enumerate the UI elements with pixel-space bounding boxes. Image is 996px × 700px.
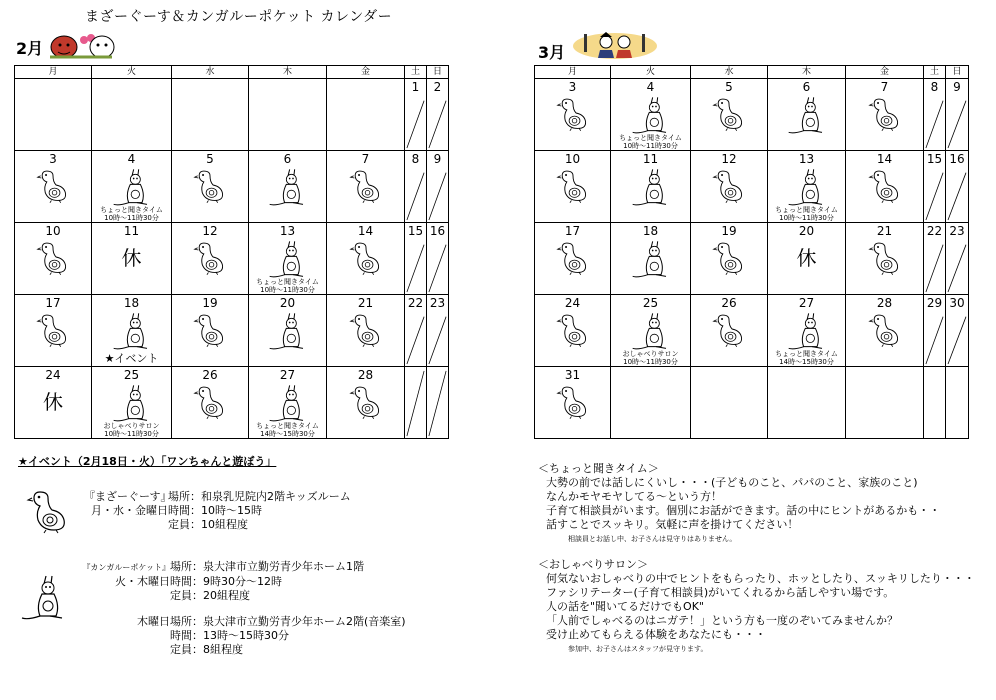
day-number: 17 [45, 296, 61, 310]
session-time: 10時～11時30分 [779, 214, 834, 222]
mothergoose-time: 10時～15時 [201, 504, 262, 517]
day-number: 2 [433, 80, 442, 94]
day-cell [768, 367, 846, 439]
chotto-line: 大勢の前では話しにくいし・・・(子どものこと、パパのこと、家族のこと) [546, 476, 918, 489]
day-number: 12 [202, 224, 218, 238]
kangaroo-icon [266, 166, 310, 206]
kangaroo-icon [110, 166, 154, 206]
day-number: 26 [721, 296, 737, 310]
day-number: 8 [411, 152, 420, 166]
day-cell [427, 367, 449, 439]
kangaroo-cap2-label: 定員： [170, 643, 203, 656]
day-number: 18 [642, 224, 659, 238]
day-number: 20 [279, 296, 296, 310]
weekend-slash [427, 367, 448, 438]
day-number: 5 [725, 80, 733, 94]
day-cell [172, 367, 249, 439]
day-cell [768, 79, 846, 151]
day-cell [172, 151, 249, 223]
weekend-slash [427, 223, 448, 294]
day-cell [405, 367, 427, 439]
day-number: 5 [206, 152, 214, 166]
day-cell [15, 151, 92, 223]
goose-icon [36, 310, 70, 348]
day-cell [611, 223, 691, 295]
day-cell [327, 295, 405, 367]
salon-heading: ＜おしゃべりサロン＞ [538, 558, 648, 571]
weekend-slash [405, 367, 426, 438]
closed-mark: 休 [796, 246, 817, 270]
day-cell [946, 367, 969, 439]
mothergoose-cap-label: 定員： [168, 518, 201, 531]
goose-icon [712, 238, 746, 276]
weekday-header: 月 [15, 66, 92, 79]
day-number: 7 [880, 80, 889, 94]
day-cell [15, 223, 92, 295]
session-time: 14時～15時30分 [779, 358, 834, 366]
closed-mark: 休 [43, 390, 63, 414]
goose-icon [349, 166, 383, 204]
weekend-slash [924, 223, 945, 294]
day-cell [327, 223, 405, 295]
day-number: 13 [279, 224, 296, 238]
session-name: ちょっと聞きタイム [256, 422, 319, 430]
day-number: 15 [926, 152, 943, 166]
session-time: 10時～11時30分 [623, 358, 678, 366]
day-cell [92, 151, 172, 223]
day-number: 3 [568, 80, 577, 94]
goose-icon [868, 94, 902, 132]
day-cell [405, 223, 427, 295]
session-time: 10時～11時30分 [104, 430, 159, 438]
weekday-header: 金 [327, 66, 405, 79]
session-name: ちょっと聞きタイム [775, 350, 838, 358]
kangaroo-icon [266, 382, 310, 422]
chotto-note: 相談員とお話し中、お子さんは見守りはありません。 [568, 535, 737, 543]
kangaroo-icon [110, 310, 154, 350]
session-name: おしゃべりサロン [103, 422, 160, 430]
session-name: ちょっと聞きタイム [100, 206, 163, 214]
salon-line: ファシリテーター(子育て相談員)がいてくれるから話しやすい場です。 [546, 586, 895, 599]
weekday-header: 日 [427, 66, 449, 79]
weekday-header: 木 [249, 66, 327, 79]
day-number: 28 [357, 368, 374, 382]
kangaroo-place2-label: 場所： [170, 615, 203, 628]
weekend-slash [946, 151, 968, 222]
day-number: 1 [411, 80, 420, 94]
mothergoose-place: 和泉乳児院内2階キッズルーム [201, 490, 351, 503]
kangaroo-place1-label: 場所： [170, 560, 203, 573]
day-number: 18 [123, 296, 140, 310]
day-cell [405, 79, 427, 151]
day-number: 4 [127, 152, 136, 166]
day-cell [924, 151, 946, 223]
day-cell [611, 151, 691, 223]
kangaroo-place1: 泉大津市立勤労青少年ホーム1階 [203, 560, 364, 573]
goose-icon [712, 94, 746, 132]
day-number: 9 [953, 80, 961, 94]
goose-icon [556, 382, 590, 420]
day-cell [846, 79, 924, 151]
session-name: おしゃべりサロン [622, 350, 679, 358]
day-number: 27 [798, 296, 815, 310]
day-number: 14 [876, 152, 893, 166]
session-name: ちょっと聞きタイム [775, 206, 838, 214]
kangaroo-time2: 13時～15時30分 [203, 629, 289, 642]
salon-line: 受け止めてもらえる体験をあなたにも・・・ [546, 628, 766, 641]
event-label: ★イベント [104, 352, 159, 365]
weekend-slash [946, 295, 968, 366]
day-cell [946, 151, 969, 223]
day-number: 30 [949, 296, 965, 310]
day-cell [611, 367, 691, 439]
day-number: 7 [361, 152, 370, 166]
chotto-line: 子育て相談員がいます。個別にお話ができます。話の中にヒントがあるかも・・ [546, 504, 941, 517]
day-cell [535, 367, 611, 439]
day-cell [172, 295, 249, 367]
day-cell [92, 79, 172, 151]
day-cell [946, 79, 969, 151]
goose-icon [556, 310, 590, 348]
mothergoose-time-label: 時間： [168, 504, 201, 517]
day-cell [427, 295, 449, 367]
feb-calendar [14, 65, 449, 439]
goose-icon [349, 310, 383, 348]
goose-icon [193, 310, 227, 348]
day-cell [92, 223, 172, 295]
salon-section [538, 558, 993, 656]
chotto-section [538, 462, 988, 546]
goose-icon [349, 238, 383, 276]
goose-icon [349, 382, 383, 420]
day-cell [327, 151, 405, 223]
salon-line: 人の話を"聞いてるだけでもOK" [546, 600, 704, 613]
week-row [15, 79, 449, 151]
kangaroo-place2: 泉大津市立勤労青少年ホーム2階(音楽室) [203, 615, 406, 628]
weekday-header: 火 [92, 66, 172, 79]
day-cell [946, 223, 969, 295]
kangaroo-icon [266, 238, 310, 278]
kangaroo-icon [629, 166, 673, 206]
day-number: 16 [949, 152, 965, 166]
day-number: 14 [357, 224, 374, 238]
day-number: 10 [45, 224, 61, 238]
day-cell [846, 295, 924, 367]
day-cell [249, 151, 327, 223]
weekend-slash [405, 223, 426, 294]
kangaroo-icon [110, 382, 154, 422]
weekend-slash [405, 151, 426, 222]
day-number: 12 [721, 152, 737, 166]
weekday-header: 火 [611, 66, 691, 79]
day-cell [691, 223, 768, 295]
day-cell [15, 79, 92, 151]
mothergoose-name: 『まざーぐーす』 [84, 490, 172, 503]
day-cell [846, 151, 924, 223]
day-number: 9 [433, 152, 442, 166]
kangaroo-time1-label: 時間： [170, 575, 203, 588]
closed-mark: 休 [121, 246, 142, 270]
goose-icon [712, 166, 746, 204]
goose-icon [36, 238, 70, 276]
weekday-header: 土 [924, 66, 946, 79]
day-number: 11 [642, 152, 659, 166]
week-row [15, 151, 449, 223]
day-cell [427, 79, 449, 151]
day-number: 4 [646, 80, 655, 94]
feb-month-label: 2月 [16, 39, 44, 58]
week-row [535, 79, 969, 151]
page-title: まざーぐーす＆カンガルーポケット カレンダー [85, 9, 393, 25]
day-cell [249, 367, 327, 439]
weekend-slash [946, 79, 968, 150]
weekday-header: 金 [846, 66, 924, 79]
day-cell [768, 223, 846, 295]
kangaroo-icon [785, 166, 829, 206]
day-cell [15, 295, 92, 367]
goose-icon [868, 238, 902, 276]
day-number: 27 [279, 368, 296, 382]
chotto-heading: ＜ちょっと聞きタイム＞ [538, 462, 659, 475]
salon-note: 参加中、お子さんはスタッフが見守ります。 [568, 645, 708, 653]
day-cell [172, 79, 249, 151]
weekend-slash [427, 151, 448, 222]
goose-icon [556, 238, 590, 276]
feb-decoration-image [46, 30, 116, 60]
kangaroo-cap2: 8組程度 [203, 643, 243, 656]
goose-icon [868, 166, 902, 204]
session-name: ちょっと聞きタイム [256, 278, 319, 286]
kangaroo-days1: 火・木曜日 [115, 575, 170, 588]
kangaroo-name: 『カンガルーポケット』 [82, 563, 170, 572]
week-row [535, 223, 969, 295]
weekday-header: 水 [172, 66, 249, 79]
kangaroo-time2-label: 時間： [170, 629, 203, 642]
week-row [15, 223, 449, 295]
chotto-line: 話すことでスッキリ。気軽に声を掛けてください！ [546, 518, 799, 531]
day-number: 11 [123, 224, 140, 238]
kangaroo-icon [629, 94, 673, 134]
day-number: 21 [876, 224, 893, 238]
goose-icon [712, 310, 746, 348]
day-number: 29 [926, 296, 943, 310]
day-cell [327, 367, 405, 439]
day-number: 31 [564, 368, 581, 382]
day-cell [924, 367, 946, 439]
day-number: 17 [564, 224, 581, 238]
session-time: 14時～15時30分 [260, 430, 315, 438]
salon-line: 何気ないおしゃべりの中でヒントをもらったり、ホッとしたり、スッキリしたり・・・ [546, 572, 975, 585]
mar-calendar [534, 65, 969, 439]
day-cell [924, 295, 946, 367]
day-number: 19 [721, 224, 737, 238]
kangaroo-icon [785, 94, 829, 134]
day-number: 25 [123, 368, 140, 382]
day-cell [691, 151, 768, 223]
session-name: ちょっと聞きタイム [619, 134, 682, 142]
day-cell [249, 79, 327, 151]
day-number: 10 [564, 152, 581, 166]
day-number: 19 [202, 296, 218, 310]
day-number: 22 [407, 296, 424, 310]
day-number: 28 [876, 296, 893, 310]
goose-icon [193, 166, 227, 204]
kangaroo-cap1-label: 定員： [170, 589, 203, 602]
day-cell [405, 151, 427, 223]
day-number: 20 [798, 224, 815, 238]
day-cell [92, 367, 172, 439]
weekday-header: 月 [535, 66, 611, 79]
goose-icon [193, 238, 227, 276]
day-number: 21 [357, 296, 374, 310]
kangaroo-info [60, 560, 406, 657]
day-cell [535, 151, 611, 223]
day-number: 3 [49, 152, 57, 166]
weekday-header: 木 [768, 66, 846, 79]
weekend-slash [405, 295, 426, 366]
day-cell [535, 79, 611, 151]
weekday-header: 日 [946, 66, 969, 79]
day-number: 24 [45, 368, 61, 382]
salon-line: 「人前でしゃべるのはニガテ！」という方も一度のぞいてみませんか？ [546, 614, 898, 627]
weekday-header: 土 [405, 66, 427, 79]
week-row [535, 367, 969, 439]
week-row [15, 295, 449, 367]
day-cell [427, 223, 449, 295]
weekend-slash [427, 295, 448, 366]
week-row [535, 151, 969, 223]
kangaroo-icon [785, 310, 829, 350]
day-cell [405, 295, 427, 367]
day-number: 16 [429, 224, 446, 238]
goose-icon [556, 166, 590, 204]
day-cell [92, 295, 172, 367]
day-cell [924, 223, 946, 295]
kangaroo-cap1: 20組程度 [203, 589, 250, 602]
event-line: ★イベント（2月18日・火）「ワンちゃんと遊ぼう」 [18, 455, 277, 468]
mar-decoration-image [572, 26, 658, 60]
goose-icon [868, 310, 902, 348]
week-row [15, 367, 449, 439]
day-cell [249, 295, 327, 367]
day-number: 8 [930, 80, 939, 94]
day-cell [691, 295, 768, 367]
goose-icon [193, 382, 227, 420]
goose-icon [36, 166, 70, 204]
kangaroo-icon [629, 310, 673, 350]
weekend-slash [427, 79, 448, 150]
weekday-header: 水 [691, 66, 768, 79]
day-number: 26 [202, 368, 218, 382]
kangaroo-days2: 木曜日 [137, 615, 170, 628]
session-time: 10時～11時30分 [260, 286, 315, 294]
goose-icon [26, 486, 70, 534]
kangaroo-icon [266, 310, 310, 350]
weekend-slash [405, 79, 426, 150]
day-number: 22 [926, 224, 943, 238]
chotto-line: なんかモヤモヤしてる～という方！ [546, 490, 722, 503]
day-cell [691, 79, 768, 151]
week-row [535, 295, 969, 367]
day-number: 6 [802, 80, 811, 94]
weekend-slash [924, 79, 945, 150]
day-cell [15, 367, 92, 439]
weekend-slash [924, 151, 945, 222]
weekend-slash [946, 223, 968, 294]
day-cell [249, 223, 327, 295]
day-cell [172, 223, 249, 295]
day-cell [768, 151, 846, 223]
day-cell [768, 295, 846, 367]
day-cell [427, 151, 449, 223]
mothergoose-cap: 10組程度 [201, 518, 248, 531]
day-cell [327, 79, 405, 151]
day-cell [846, 367, 924, 439]
kangaroo-icon [629, 238, 673, 278]
day-cell [946, 295, 969, 367]
day-cell [846, 223, 924, 295]
session-time: 10時～11時30分 [623, 142, 678, 150]
mar-month-label: 3月 [538, 43, 566, 62]
day-cell [611, 79, 691, 151]
day-number: 13 [798, 152, 815, 166]
day-cell [924, 79, 946, 151]
kangaroo-time1: 9時30分～12時 [203, 575, 282, 588]
day-number: 23 [949, 224, 965, 238]
weekend-slash [924, 295, 945, 366]
day-number: 24 [564, 296, 581, 310]
mothergoose-days: 月・水・金曜日 [91, 504, 168, 517]
day-cell [535, 295, 611, 367]
mothergoose-info [84, 490, 351, 532]
day-number: 25 [642, 296, 659, 310]
day-number: 6 [283, 152, 292, 166]
goose-icon [556, 94, 590, 132]
mothergoose-place-label: 場所： [168, 490, 201, 503]
day-cell [691, 367, 768, 439]
day-cell [611, 295, 691, 367]
day-cell [535, 223, 611, 295]
session-time: 10時～11時30分 [104, 214, 159, 222]
day-number: 15 [407, 224, 424, 238]
day-number: 23 [429, 296, 446, 310]
